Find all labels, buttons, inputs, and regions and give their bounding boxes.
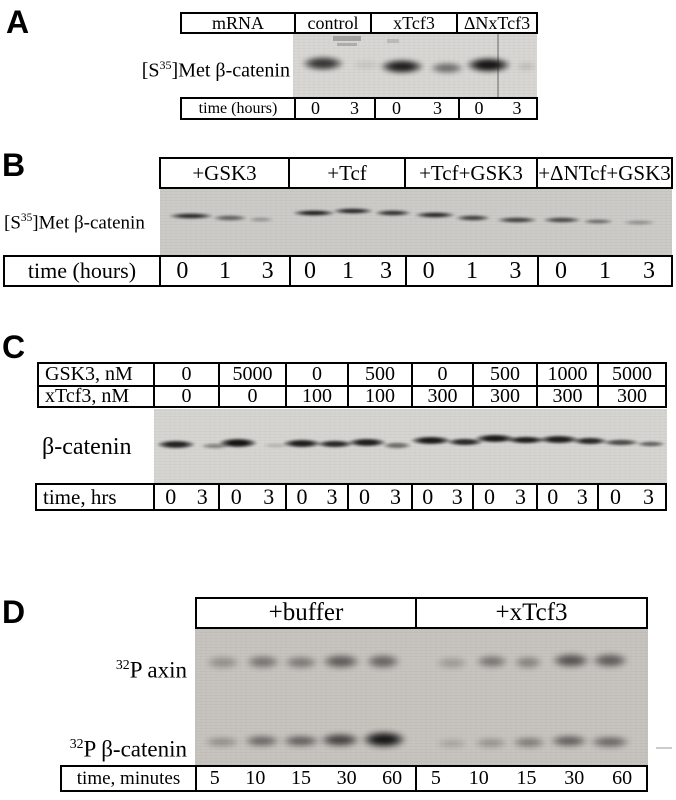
time-value: 15 (516, 767, 537, 789)
gel-band (549, 735, 589, 747)
gel-band (435, 739, 469, 748)
time-value: 1 (218, 257, 231, 284)
time-value: 0 (165, 485, 177, 509)
gsk3-value: 500 (472, 364, 536, 385)
panel-d-header-xtcf3: +xTcf3 (415, 599, 646, 627)
time-value: 0 (311, 99, 320, 118)
time-value: 3 (515, 485, 526, 509)
time-value: 3 (509, 257, 522, 284)
gel-band (473, 738, 509, 748)
gsk3-value: 0 (285, 364, 347, 385)
gel-band (156, 440, 196, 449)
time-value: 0 (422, 485, 434, 509)
gel-band (589, 736, 631, 748)
gel-artifact-mark (333, 36, 361, 41)
gel-band (465, 57, 512, 73)
gsk3-value: 5000 (597, 364, 665, 385)
time-value: 30 (564, 767, 585, 789)
time-value: 3 (326, 485, 338, 509)
gel-band (475, 655, 509, 668)
gsk3-value: 0 (411, 364, 472, 385)
panel-a-header-table (180, 12, 538, 34)
gel-band (382, 442, 412, 449)
isotope-superscript: 32 (115, 657, 130, 672)
panel-c-time-table (35, 483, 667, 511)
xtcf3-value: 300 (472, 385, 536, 406)
gel-band (205, 656, 241, 669)
panel-a-letter: A (6, 4, 30, 40)
gel-band (542, 217, 582, 223)
xtcf3-value: 0 (153, 385, 218, 406)
xtcf3-value: 0 (218, 385, 285, 406)
panel-d-axin-label (60, 652, 187, 683)
panel-b-header-table (159, 157, 673, 189)
panel-b-header-tcf: +Tcf (288, 159, 404, 187)
gsk3-value: 1000 (536, 364, 597, 385)
protein-label-pre: [S (4, 212, 21, 234)
panel-a-gel-image (293, 34, 537, 97)
panel-d-gel-image (195, 629, 648, 765)
gsk3-value: 500 (347, 364, 411, 385)
time-value: 3 (512, 99, 522, 118)
xtcf3-value: 300 (411, 385, 472, 406)
time-row-label: time (hours) (198, 99, 278, 117)
time-group-xtcf3 (415, 767, 646, 790)
time-pair (411, 485, 472, 509)
time-value: 3 (350, 99, 359, 118)
panel-b-header-gsk3: +GSK3 (192, 160, 257, 185)
xtcf3-value: 300 (536, 385, 597, 406)
panel-d-header-buffer: +buffer (268, 599, 344, 626)
time-value: 0 (392, 99, 401, 118)
panel-b-header-dntcf-gsk3: +ΔNTcf+GSK3 (536, 159, 671, 187)
gel-band (321, 654, 361, 669)
time-value: 0 (296, 485, 308, 509)
gel-artifact-mark (387, 39, 399, 43)
panel-d-time-table (60, 765, 648, 792)
isotope-superscript: 35 (159, 58, 172, 72)
gel-band (301, 56, 345, 71)
gel-band (365, 654, 401, 669)
gel-band (292, 210, 336, 216)
gel-band (513, 656, 543, 669)
gsk3-value: 5000 (218, 364, 285, 385)
time-value: 3 (380, 257, 392, 284)
time-value: 3 (390, 485, 401, 509)
time-value: 1 (465, 257, 478, 284)
time-value: 0 (484, 485, 495, 509)
gel-band (636, 441, 666, 447)
time-value: 3 (196, 485, 208, 509)
xtcf3-row-label: xTcf3, nM (39, 385, 153, 406)
panel-b-time-table (3, 255, 673, 287)
time-pair (285, 485, 347, 509)
gel-band (591, 653, 629, 668)
xtcf3-value: 300 (597, 385, 665, 406)
gel-band (429, 62, 465, 74)
gel-band (203, 737, 241, 747)
time-value: 0 (230, 485, 242, 509)
xtcf3-value: 100 (285, 385, 347, 406)
time-value: 60 (382, 767, 403, 789)
time-group-dnxtcf3 (458, 99, 536, 118)
gel-band (332, 208, 374, 214)
protein-label-post: ]Met β-catenin (32, 212, 145, 234)
time-pair (218, 485, 285, 509)
panel-a-header-xtcf3: xTcf3 (370, 14, 456, 32)
time-value: 0 (474, 99, 484, 118)
gel-band (168, 213, 214, 219)
time-value: 0 (610, 485, 621, 509)
time-value: 10 (245, 767, 266, 789)
gsk3-value: 0 (153, 364, 218, 385)
gel-band (496, 217, 538, 223)
time-pair (472, 485, 536, 509)
panel-d-bcatenin-label (28, 731, 187, 762)
xtcf3-value: 100 (347, 385, 411, 406)
time-row-label: time, minutes (76, 767, 181, 789)
gel-band (351, 60, 381, 70)
time-value: 3 (643, 485, 654, 509)
time-value: 1 (342, 257, 354, 284)
time-value: 5 (209, 767, 220, 789)
gel-band (361, 731, 407, 748)
panel-d-letter: D (2, 594, 26, 630)
gel-band (455, 215, 491, 221)
time-value: 30 (336, 767, 357, 789)
gel-band (602, 439, 640, 446)
scan-artifact-dash (656, 747, 672, 749)
gel-band (347, 438, 387, 447)
time-value: 10 (468, 767, 489, 789)
time-value: 1 (599, 257, 611, 284)
time-pair (153, 485, 218, 509)
panel-c-gel-image (154, 409, 667, 483)
xtcf3-concentration-row (39, 385, 665, 406)
panel-a-header-control: control (294, 14, 370, 32)
panel-b-header-tcf-gsk3: +Tcf+GSK3 (404, 159, 536, 187)
time-value: 0 (304, 257, 316, 284)
gel-artifact-mark (497, 34, 499, 97)
panel-c-concentration-table (37, 362, 667, 408)
time-group-tcf-gsk3 (405, 257, 537, 285)
gel-band (551, 653, 591, 668)
time-value: 60 (612, 767, 633, 789)
time-value: 15 (290, 767, 311, 789)
time-group-control (294, 99, 374, 118)
gel-band (414, 212, 456, 218)
time-pair (347, 485, 411, 509)
gel-artifact-mark (337, 43, 357, 46)
time-value: 3 (451, 485, 463, 509)
time-value: 0 (555, 257, 567, 284)
gel-band (515, 62, 537, 71)
time-group-xtcf3 (374, 99, 458, 118)
gel-band (218, 438, 258, 448)
protein-label-post: ]Met β-catenin (171, 59, 290, 82)
panel-b-letter: B (2, 147, 26, 183)
time-pair (536, 485, 597, 509)
gel-band (319, 733, 361, 747)
time-group-gsk3 (159, 257, 289, 285)
panel-a-header-mrna: mRNA (211, 14, 264, 32)
time-row-label: time (hours) (27, 258, 137, 283)
time-value: 3 (263, 485, 275, 509)
time-value: 0 (359, 485, 370, 509)
panel-b-protein-label (4, 207, 156, 234)
panel-a-header-dnxtcf3: ΔNxTcf3 (456, 14, 536, 32)
isotope-superscript: 35 (20, 212, 33, 224)
panel-c-letter: C (2, 329, 26, 365)
gel-band (248, 217, 274, 222)
time-value: 3 (433, 99, 442, 118)
time-value: 3 (643, 257, 655, 284)
gel-band (212, 215, 248, 221)
time-group-tcf (289, 257, 405, 285)
gel-band (281, 735, 321, 747)
gel-band (245, 655, 281, 669)
panel-a-protein-label (120, 54, 290, 82)
time-pair (597, 485, 665, 509)
panel-c-protein-label: β-catenin (42, 434, 132, 460)
gel-band (243, 735, 281, 747)
panel-a-time-table (180, 97, 538, 120)
axin-label-text: P axin (129, 657, 187, 683)
time-group-buffer (195, 767, 415, 790)
bcatenin-label-text: P β-catenin (83, 736, 187, 762)
gel-band (435, 657, 469, 669)
panel-d-header-table (195, 597, 648, 629)
time-value: 5 (430, 767, 441, 789)
gel-band (511, 737, 547, 748)
gel-band (622, 220, 656, 225)
isotope-superscript: 32 (69, 736, 84, 751)
panel-b-gel-image (160, 189, 672, 255)
gel-band (374, 210, 412, 216)
gsk3-row-label: GSK3, nM (45, 364, 133, 385)
time-value: 3 (576, 485, 588, 509)
time-row-label: time, hrs (43, 485, 117, 509)
time-group-dntcf-gsk3 (537, 257, 671, 285)
gsk3-concentration-row (39, 364, 665, 385)
time-value: 0 (422, 257, 435, 284)
time-value: 0 (176, 257, 189, 284)
time-value: 3 (261, 257, 274, 284)
gel-band (379, 59, 425, 74)
gel-band (283, 656, 319, 669)
time-value: 0 (547, 485, 559, 509)
protein-label-pre: [S (141, 59, 160, 82)
gel-band (582, 219, 614, 224)
